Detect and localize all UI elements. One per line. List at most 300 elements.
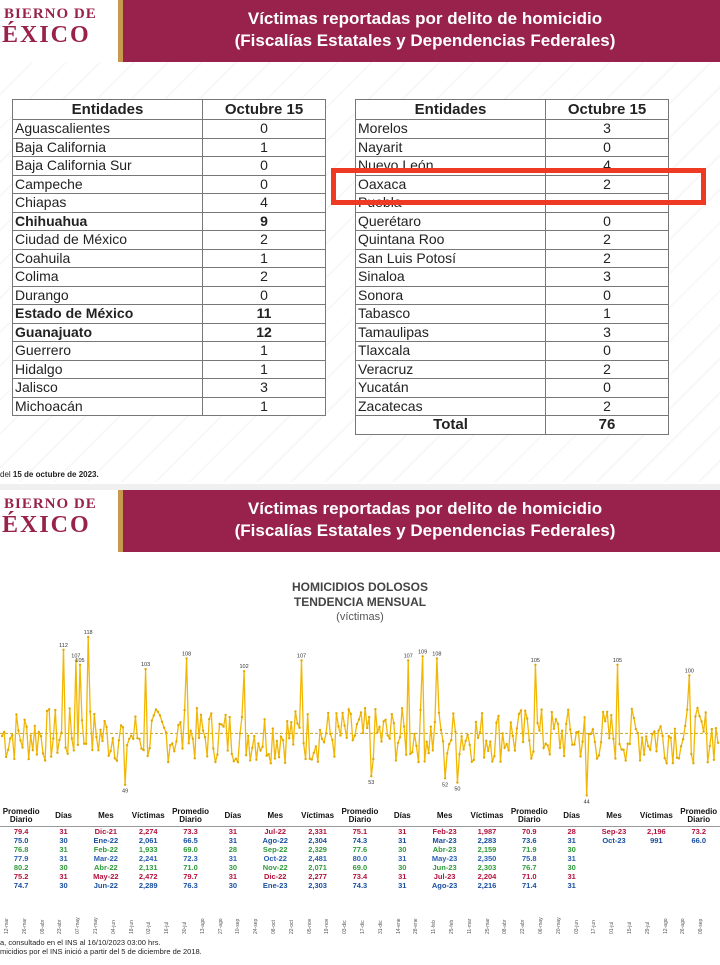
monthly-column-header: Promedio Diario xyxy=(169,806,211,826)
data-point xyxy=(397,742,399,744)
data-point xyxy=(44,759,46,761)
data-point xyxy=(19,739,21,741)
data-point xyxy=(639,759,641,761)
monthly-cell: 2,331 xyxy=(308,826,327,836)
monthly-column-header: Mes xyxy=(593,806,635,826)
monthly-cell: Jul-23 xyxy=(433,871,456,881)
monthly-cell: 991 xyxy=(650,835,663,845)
data-point xyxy=(144,668,146,670)
entity-name: Tlaxcala xyxy=(356,342,546,361)
data-point xyxy=(495,722,497,724)
monthly-column-header: Promedio Diario xyxy=(508,806,550,826)
monthly-column-header: Mes xyxy=(254,806,296,826)
x-tick-label: 23-abr xyxy=(57,919,64,934)
entity-value: 3 xyxy=(546,120,669,139)
monthly-cell: 71.9 xyxy=(521,844,537,854)
data-point xyxy=(62,649,64,651)
monthly-cell: 76.7 xyxy=(521,862,537,872)
data-point xyxy=(169,744,171,746)
monthly-cell: 2,131 xyxy=(138,862,158,872)
footnote-source-line-2: micidios por el INS inició a partir del 5 de diciembre de 2018. xyxy=(0,947,202,956)
monthly-cell: Ago-22 xyxy=(262,835,288,845)
data-point xyxy=(579,755,581,757)
data-label: 49 xyxy=(122,788,129,795)
data-point xyxy=(300,659,302,661)
data-point xyxy=(231,753,233,755)
monthly-cell: 74.3 xyxy=(352,880,368,890)
entity-value: 2 xyxy=(203,231,326,250)
monthly-cell xyxy=(678,863,720,872)
data-point xyxy=(664,757,666,759)
data-point xyxy=(149,747,151,749)
x-tick-label: 25-mar xyxy=(484,918,491,934)
data-point xyxy=(571,744,573,746)
data-label: 118 xyxy=(83,630,93,636)
data-point xyxy=(25,726,27,728)
data-point xyxy=(602,711,604,713)
table-row xyxy=(13,379,326,398)
table-row xyxy=(13,342,326,361)
data-point xyxy=(387,734,389,736)
monthly-cell: Jun-22 xyxy=(93,880,118,890)
monthly-cell: 70.9 xyxy=(521,826,537,836)
data-point xyxy=(60,732,62,734)
entity-name: Yucatán xyxy=(356,379,546,398)
monthly-cell: 31 xyxy=(398,880,407,890)
x-tick-label: 29-jul xyxy=(644,921,651,934)
monthly-cell: 2,303 xyxy=(308,880,327,890)
government-logo xyxy=(0,496,118,538)
entity-value: 1 xyxy=(203,138,326,157)
data-point xyxy=(67,753,69,755)
data-point xyxy=(346,737,348,739)
data-point xyxy=(298,727,300,729)
data-point xyxy=(309,758,311,760)
monthly-cell: 31 xyxy=(59,853,68,863)
monthly-cell: Dic-22 xyxy=(263,871,287,881)
monthly-cell: Abr-22 xyxy=(93,862,118,872)
table-row xyxy=(356,305,669,324)
table-row xyxy=(0,826,720,836)
data-label: 52 xyxy=(442,782,449,789)
data-point xyxy=(46,710,48,712)
data-point xyxy=(586,794,588,796)
data-point xyxy=(454,731,456,733)
table-row xyxy=(13,268,326,287)
monthly-cell: Ene-23 xyxy=(262,880,288,890)
monthly-cell: 2,204 xyxy=(477,871,497,881)
data-point xyxy=(467,734,469,736)
x-tick-label: 21-may xyxy=(93,917,99,934)
monthly-cell: 2,216 xyxy=(477,880,497,890)
data-point xyxy=(233,760,235,762)
table-row xyxy=(13,397,326,416)
data-point xyxy=(245,754,247,756)
monthly-cell: 2,241 xyxy=(138,853,158,863)
data-label: 112 xyxy=(59,642,68,649)
monthly-cell: 2,061 xyxy=(138,835,158,845)
data-point xyxy=(323,741,325,743)
data-point xyxy=(202,729,204,731)
data-point xyxy=(155,708,157,710)
table-row xyxy=(13,360,326,379)
monthly-cell: Ene-22 xyxy=(93,835,119,845)
government-logo xyxy=(0,6,118,48)
data-point xyxy=(635,728,637,730)
data-point xyxy=(616,664,618,666)
monthly-cell xyxy=(678,872,720,881)
data-point xyxy=(280,736,282,738)
header-banner xyxy=(0,490,720,552)
monthly-cell: 75.2 xyxy=(13,871,29,881)
monthly-cell: 31 xyxy=(398,871,407,881)
data-point xyxy=(87,636,89,638)
data-point xyxy=(71,737,73,739)
data-point xyxy=(645,735,647,737)
entity-value: 0 xyxy=(203,286,326,305)
monthly-cell: 28 xyxy=(228,844,238,854)
x-tick-label: 27-ago xyxy=(217,918,224,934)
data-point xyxy=(64,747,66,749)
data-point xyxy=(524,710,526,712)
data-point xyxy=(415,745,417,747)
data-point xyxy=(717,742,719,744)
data-point xyxy=(460,735,462,737)
data-point xyxy=(674,728,676,730)
column-header-entidades: Entidades xyxy=(356,100,546,120)
monthly-cell: 31 xyxy=(228,871,238,881)
data-point xyxy=(311,758,313,760)
chart-subtitle: (víctimas) xyxy=(336,611,384,623)
data-point xyxy=(296,722,298,724)
monthly-cell: 30 xyxy=(398,844,407,854)
table-row xyxy=(356,120,669,139)
data-point xyxy=(423,760,425,762)
data-point xyxy=(545,743,547,745)
data-point xyxy=(333,755,335,757)
table-row xyxy=(356,342,669,361)
entity-name: Jalisco xyxy=(13,379,203,398)
monthly-column-header: Días xyxy=(550,806,592,826)
table-row xyxy=(356,397,669,416)
entity-name: Estado de México xyxy=(13,305,203,324)
table-row xyxy=(0,863,720,872)
data-point xyxy=(198,737,200,739)
monthly-cell: 74.7 xyxy=(13,880,29,890)
data-point xyxy=(73,749,75,751)
data-point xyxy=(183,709,185,711)
monthly-cell: 2,329 xyxy=(308,844,327,854)
data-point xyxy=(321,738,323,740)
header-title-line-1: Víctimas reportadas por delito de homicidio xyxy=(247,499,603,518)
data-point xyxy=(268,753,270,755)
data-point xyxy=(206,755,208,757)
header-banner xyxy=(0,0,720,62)
x-tick-label: 26-ago xyxy=(680,918,687,934)
entity-name: Guerrero xyxy=(13,342,203,361)
data-point xyxy=(7,749,9,751)
data-point xyxy=(138,738,140,740)
data-point xyxy=(473,759,475,761)
monthly-cell: 80.0 xyxy=(352,853,368,863)
data-point xyxy=(393,722,395,724)
monthly-cell: 69.0 xyxy=(183,844,198,854)
data-point xyxy=(510,721,512,723)
data-point xyxy=(600,741,602,743)
monthly-cell: 71.4 xyxy=(521,880,537,890)
monthly-column-header: Días xyxy=(381,806,423,826)
data-point xyxy=(374,708,376,710)
data-point xyxy=(413,733,415,735)
monthly-cell: 2,071 xyxy=(308,862,327,872)
footnote-source-line-1: a, consultado en el INS al 16/10/2023 03:00 hrs. xyxy=(0,938,161,947)
entity-value: 0 xyxy=(546,379,669,398)
monthly-cell: Mar-23 xyxy=(432,835,457,845)
data-point xyxy=(452,712,454,714)
entity-value: 2 xyxy=(546,360,669,379)
monthly-column-header: Mes xyxy=(423,806,465,826)
data-point xyxy=(707,761,709,763)
data-point xyxy=(341,712,343,714)
table-row xyxy=(356,323,669,342)
data-point xyxy=(672,762,674,764)
data-point xyxy=(696,707,698,709)
data-point xyxy=(108,755,110,757)
data-point xyxy=(79,664,81,666)
footnote-source xyxy=(0,938,202,956)
data-point xyxy=(200,714,202,716)
data-point xyxy=(126,744,128,746)
monthly-cell: Jun-23 xyxy=(432,862,457,872)
table-row xyxy=(13,231,326,250)
data-point xyxy=(216,754,218,756)
entity-value: 2 xyxy=(203,268,326,287)
data-point xyxy=(327,712,329,714)
data-point xyxy=(489,740,491,742)
data-point xyxy=(69,707,71,709)
data-point xyxy=(430,726,432,728)
monthly-cell: 76.8 xyxy=(13,844,29,854)
data-label: 100 xyxy=(684,668,694,675)
data-point xyxy=(477,737,479,739)
table-row xyxy=(356,249,669,268)
data-point xyxy=(614,757,616,759)
data-point xyxy=(196,707,198,709)
monthly-column-header: Víctimas xyxy=(127,806,169,826)
footnote-date xyxy=(0,470,99,479)
table-row xyxy=(13,212,326,231)
entity-name: Tamaulipas xyxy=(356,323,546,342)
data-point xyxy=(317,761,319,763)
monthly-cell: Sep-23 xyxy=(601,826,627,836)
data-point xyxy=(520,709,522,711)
monthly-cell xyxy=(678,881,720,890)
header-title xyxy=(130,8,720,52)
data-point xyxy=(594,741,596,743)
monthly-cell: 31 xyxy=(398,826,407,836)
monthly-cell: 74.3 xyxy=(352,835,368,845)
data-point xyxy=(370,775,372,777)
monthly-cell: 30 xyxy=(228,880,238,890)
data-point xyxy=(499,761,501,763)
data-point xyxy=(434,721,436,723)
data-point xyxy=(380,740,382,742)
data-point xyxy=(469,744,471,746)
monthly-cell: 77.9 xyxy=(13,853,29,863)
data-point xyxy=(270,762,272,764)
monthly-cell: Oct-23 xyxy=(602,835,626,845)
entity-name: Baja California xyxy=(13,138,203,157)
data-point xyxy=(553,728,555,730)
table-row xyxy=(0,845,720,854)
entity-name: Sinaloa xyxy=(356,268,546,287)
data-point xyxy=(360,711,362,713)
monthly-cell xyxy=(593,845,635,854)
monthly-cell xyxy=(593,881,635,890)
table-row xyxy=(0,881,720,890)
data-point xyxy=(657,730,659,732)
x-tick-label: 18-jun xyxy=(128,920,135,934)
data-point xyxy=(173,750,175,752)
monthly-cell: 75.1 xyxy=(352,826,368,836)
data-point xyxy=(670,737,672,739)
monthly-cell: 30 xyxy=(59,835,68,845)
data-point xyxy=(304,758,306,760)
monthly-column-header: Víctimas xyxy=(635,806,677,826)
entity-name: Baja California Sur xyxy=(13,157,203,176)
data-point xyxy=(181,747,183,749)
table-row xyxy=(13,138,326,157)
data-label: 50 xyxy=(454,786,461,793)
data-point xyxy=(389,737,391,739)
data-point xyxy=(124,784,126,786)
data-point xyxy=(684,725,686,727)
data-point xyxy=(163,727,165,729)
data-point xyxy=(382,720,384,722)
monthly-summary-table xyxy=(0,806,720,890)
data-point xyxy=(48,708,50,710)
table-row xyxy=(13,157,326,176)
x-tick-label: 14-ene xyxy=(395,918,402,934)
data-point xyxy=(276,740,278,742)
data-point xyxy=(3,731,5,733)
data-point xyxy=(54,709,56,711)
data-point xyxy=(259,749,261,751)
entity-name: Tabasco xyxy=(356,305,546,324)
data-point xyxy=(122,726,124,728)
data-point xyxy=(518,713,520,715)
entity-name: Michoacán xyxy=(13,397,203,416)
x-tick-label: 01-jul xyxy=(609,921,616,934)
data-point xyxy=(692,762,694,764)
data-point xyxy=(350,713,352,715)
entity-value: 9 xyxy=(203,212,326,231)
monthly-cell: 31 xyxy=(59,871,68,881)
entity-value: 12 xyxy=(203,323,326,342)
data-point xyxy=(290,721,292,723)
monthly-cell: 2,481 xyxy=(308,853,327,863)
data-point xyxy=(698,715,700,717)
data-point xyxy=(319,729,321,731)
monthly-cell: 2,196 xyxy=(646,826,666,836)
monthly-cell: 31 xyxy=(398,853,407,863)
data-label: 107 xyxy=(296,653,307,660)
monthly-column-header: Mes xyxy=(85,806,127,826)
monthly-cell xyxy=(635,863,677,872)
x-tick-label: 03-dic xyxy=(342,920,349,934)
monthly-cell: 69.0 xyxy=(352,862,368,872)
monthly-cell: Oct-22 xyxy=(263,853,287,863)
data-point xyxy=(653,730,655,732)
data-point xyxy=(709,745,711,747)
data-point xyxy=(690,753,692,755)
data-point xyxy=(50,755,52,757)
data-point xyxy=(659,725,661,727)
data-point xyxy=(399,736,401,738)
x-tick-label: 20-may xyxy=(555,917,562,934)
entity-value: 1 xyxy=(203,360,326,379)
entity-value: 0 xyxy=(203,175,326,194)
x-tick-label: 10-sep xyxy=(235,918,242,934)
entity-value: 3 xyxy=(546,268,669,287)
data-point xyxy=(9,737,11,739)
data-point xyxy=(401,707,403,709)
logo-line-1: BIERNO DE xyxy=(4,496,97,512)
monthly-cell xyxy=(635,872,677,881)
monthly-cell: 30 xyxy=(228,862,238,872)
monthly-cell: Feb-23 xyxy=(432,826,457,836)
monthly-cell: 31 xyxy=(228,826,238,836)
entity-value: 1 xyxy=(203,397,326,416)
data-point xyxy=(151,719,153,721)
data-point xyxy=(17,729,19,731)
header-title-line-2: (Fiscalías Estatales y Dependencias Federales) xyxy=(234,521,616,540)
x-tick-label: 13-ago xyxy=(199,918,206,934)
x-tick-label: 30-jul xyxy=(182,921,188,934)
column-header-octubre: Octubre 15 xyxy=(203,100,326,120)
data-point xyxy=(532,750,534,752)
highlight-box-oaxaca xyxy=(331,168,706,205)
chart-title-line-1: HOMICIDIOS DOLOSOS xyxy=(291,580,428,594)
entity-value: 2 xyxy=(546,231,669,250)
monthly-cell: Jul-22 xyxy=(264,826,287,836)
table-row xyxy=(13,323,326,342)
data-label: 44 xyxy=(583,799,590,806)
data-point xyxy=(1,735,3,737)
x-tick-label: 05-nov xyxy=(306,918,313,934)
data-point xyxy=(120,724,122,726)
data-point xyxy=(307,713,309,715)
data-label: 109 xyxy=(418,649,428,656)
table-row xyxy=(356,379,669,398)
entity-value: 0 xyxy=(203,120,326,139)
monthly-column-header: Víctimas xyxy=(296,806,338,826)
data-point xyxy=(559,747,561,749)
monthly-cell: 76.3 xyxy=(183,880,198,890)
data-point xyxy=(130,735,132,737)
data-point xyxy=(368,716,370,718)
monthly-cell xyxy=(635,854,677,863)
data-point xyxy=(384,719,386,721)
data-point xyxy=(666,762,668,764)
entity-name: Nayarit xyxy=(356,138,546,157)
data-point xyxy=(668,735,670,737)
data-point xyxy=(157,711,159,713)
data-point xyxy=(167,761,169,763)
data-point xyxy=(444,777,446,779)
logo-line-2: ÉXICO xyxy=(2,22,91,48)
table-row xyxy=(13,305,326,324)
